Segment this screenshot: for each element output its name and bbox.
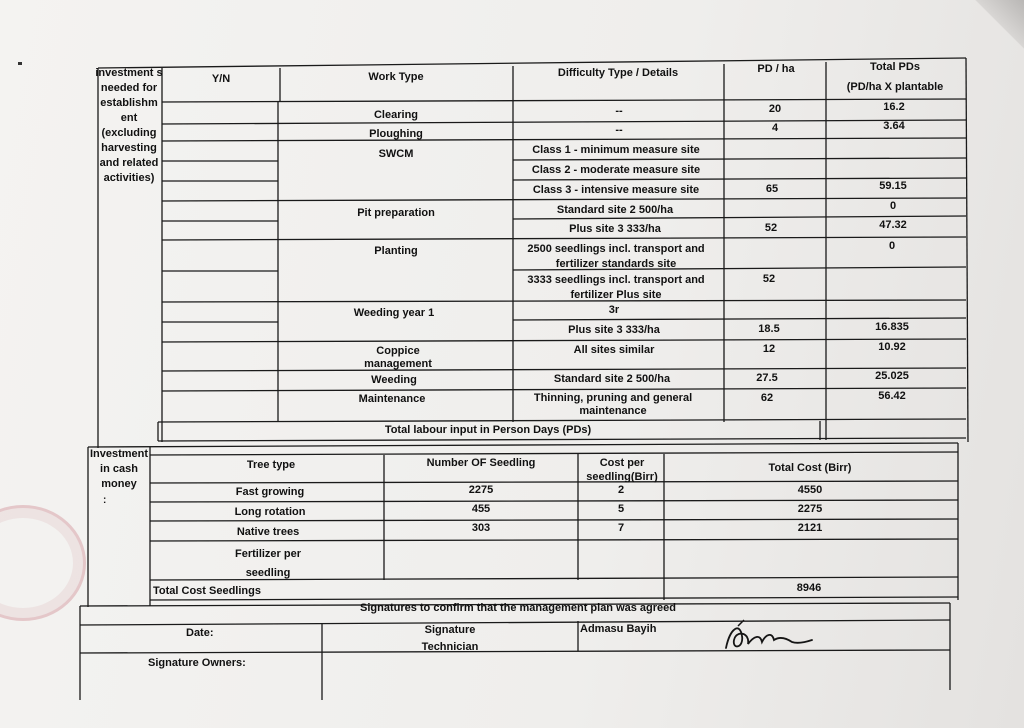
detail-plant-3333: 3333 seedlings incl. transport and fertilizer Plus site xyxy=(527,274,705,301)
total-weeding1-plus: 16.835 xyxy=(875,321,909,333)
seedling-number: 455 xyxy=(471,503,491,515)
total-plant-2500: 0 xyxy=(888,240,896,252)
detail-coppice: All sites similar xyxy=(573,344,655,356)
work-type-clearing: Clearing xyxy=(373,109,419,121)
total-coppice: 10.92 xyxy=(878,341,906,353)
detail-pit-plus: Plus site 3 333/ha xyxy=(569,223,661,235)
detail-weeding1-a: 3r xyxy=(608,304,620,316)
header-work-type: Work Type xyxy=(368,71,424,83)
work-type-swcm: SWCM xyxy=(378,148,414,160)
detail-maintenance: Thinning, pruning and general maintenance xyxy=(533,392,693,417)
work-type-weeding: Weeding xyxy=(371,374,417,386)
work-type-ploughing: Ploughing xyxy=(369,128,423,140)
detail-pit-standard: Standard site 2 500/ha xyxy=(556,204,674,216)
total-weeding: 25.025 xyxy=(875,370,909,382)
establishment-side-label: investment s needed for establishm ent (excluding harvesting and related activities) xyxy=(95,67,163,184)
pd-class3: 65 xyxy=(765,183,779,195)
signature-owners-label: Signature Owners: xyxy=(148,657,246,669)
work-type-maintenance: Maintenance xyxy=(358,393,426,405)
header-total-cost: Total Cost (Birr) xyxy=(768,462,852,474)
total-cost-seedlings-label: Total Cost Seedlings xyxy=(153,585,261,597)
total-cost-seedlings-value: 8946 xyxy=(796,582,822,594)
seedling-total: 4550 xyxy=(797,484,823,496)
tree-type: Fertilizer per seedling xyxy=(234,548,302,579)
seedling-cost: 5 xyxy=(617,503,625,515)
seedling-total: 2275 xyxy=(797,503,823,515)
tree-type: Native trees xyxy=(236,526,300,538)
seedling-cost: 2 xyxy=(617,484,625,496)
header-yn: Y/N xyxy=(211,73,231,85)
seedling-number: 2275 xyxy=(468,484,494,496)
pd-weeding1-plus: 18.5 xyxy=(758,323,780,335)
seedling-number: 303 xyxy=(471,522,491,534)
pd-plant-3333: 52 xyxy=(762,273,776,285)
tree-type: Fast growing xyxy=(235,486,305,498)
pd-coppice: 12 xyxy=(762,343,776,355)
total-ploughing: 3.64 xyxy=(883,120,905,132)
technician-name: Admasu Bayih xyxy=(580,623,657,635)
header-difficulty: Difficulty Type / Details xyxy=(557,67,679,79)
signatures-title: Signatures to confirm that the management plan was agreed xyxy=(359,602,677,614)
total-labour-label: Total labour input in Person Days (PDs) xyxy=(384,424,592,436)
detail-weeding-standard: Standard site 2 500/ha xyxy=(553,373,671,385)
total-maintenance: 56.42 xyxy=(878,390,906,402)
pd-weeding: 27.5 xyxy=(756,372,778,384)
seedling-total: 2121 xyxy=(797,522,823,534)
header-total-pds: Total PDs xyxy=(870,61,920,73)
pd-pit-plus: 52 xyxy=(764,222,778,234)
pd-maintenance: 62 xyxy=(760,392,774,404)
header-pd-ha: PD / ha xyxy=(757,63,795,75)
total-clearing: 16.2 xyxy=(883,101,905,113)
tree-type: Long rotation xyxy=(234,506,306,518)
header-cost-per-seedling: Cost per seedling(Birr) xyxy=(586,457,658,483)
total-pit-standard: 0 xyxy=(889,200,897,212)
work-type-planting: Planting xyxy=(374,245,418,257)
detail-class1: Class 1 - minimum measure site xyxy=(532,144,700,156)
detail-class3: Class 3 - intensive measure site xyxy=(532,184,700,196)
investment-cash-side-label: Investment in cash money xyxy=(89,448,149,490)
work-type-pit-preparation: Pit preparation xyxy=(357,207,435,219)
pd-ploughing: 4 xyxy=(771,122,779,134)
header-total-pds-sub: (PD/ha X plantable xyxy=(846,81,944,93)
ink-mark: : xyxy=(103,495,107,506)
work-type-weeding-year1: Weeding year 1 xyxy=(353,307,435,319)
detail-weeding1-plus: Plus site 3 333/ha xyxy=(568,324,660,336)
signature-technician-label: Signature Technician xyxy=(421,624,479,653)
total-class3: 59.15 xyxy=(879,180,907,192)
work-type-coppice: Coppice management xyxy=(364,345,432,370)
pd-clearing: 20 xyxy=(768,103,782,115)
seedling-cost: 7 xyxy=(617,522,625,534)
detail-class2: Class 2 - moderate measure site xyxy=(531,164,701,176)
detail-plant-2500: 2500 seedlings incl. transport and fertilizer standards site xyxy=(527,243,705,270)
handwritten-signature xyxy=(720,618,820,658)
date-label: Date: xyxy=(186,627,214,639)
detail-ploughing: -- xyxy=(615,124,623,136)
header-number-seedling: Number OF Seedling xyxy=(426,457,536,469)
detail-clearing: -- xyxy=(615,105,623,117)
header-tree-type: Tree type xyxy=(246,459,296,471)
total-pit-plus: 47.32 xyxy=(879,219,907,231)
